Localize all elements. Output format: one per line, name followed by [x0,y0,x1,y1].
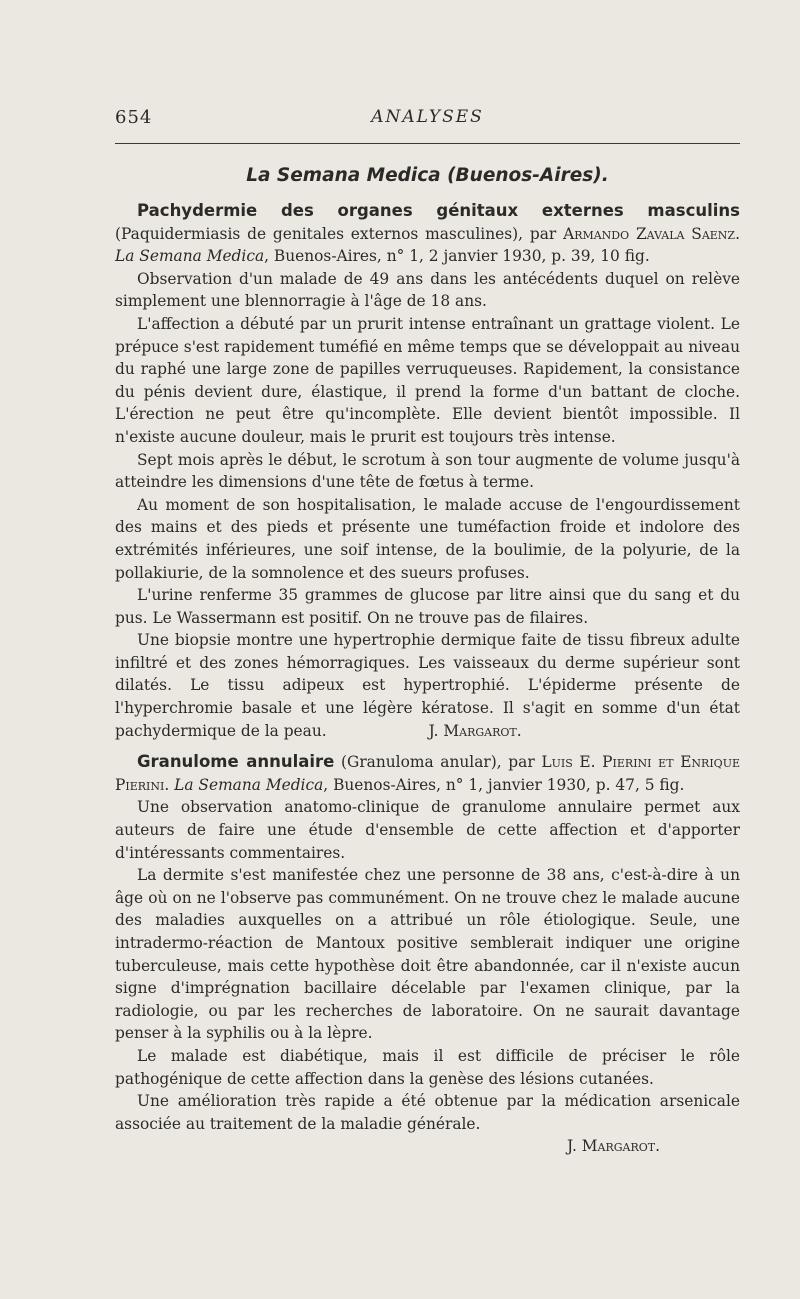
article2-ref-mid: . [164,775,175,794]
article1-heading [115,200,740,268]
article1-last-paragraph [115,629,740,742]
article2-heading [115,751,740,796]
article2-ref-pre: (Granuloma anular), par [334,753,542,772]
article-body [115,200,740,1158]
running-head [115,107,740,131]
article1-paragraph: L'urine renferme 35 grammes de glucose par litre ainsi que du sang et du pus. Le Wassermann est positif. On ne trouve pas de filaires. [115,586,740,627]
article1-paragraph: Au moment de son hospitalisation, le malade accuse de l'engourdissement des mains et des pieds et présente une tuméfaction froide et indolore des extrémités inférieures, une soif intense, de la boulimie, de la polyurie, de la pollakiurie, de la somnolence et des sueurs profuses. [115,495,740,582]
article2-ref-author: Luis E. Pierini et Enrique Pierini [115,753,741,794]
article1-ref-journal: La Semana Medica [115,247,265,266]
article1-last-text: Une biopsie montre une hypertrophie dermique faite de tissu fibreux adulte infiltré et des zones hémorragiques. Les vaisseaux du derme supérieur sont dilatés. Le tissu adipeux est hypertrophié. L'épiderme présente de l'hyperchromie basale et une légère kératose. Il s'agit en somme d'un état pachydermique de la peau. [115,631,740,740]
running-title: ANALYSES [371,107,484,127]
page-number: 654 [115,107,153,128]
article1-ref-author: Armando Zavala Saenz [563,224,736,243]
article2-signature: J. Margarot. [566,1137,660,1156]
article-gap [115,742,740,751]
article1-paragraph: Sept mois après le début, le scrotum à son tour augmente de volume jusqu'à atteindre les dimensions d'une tête de fœtus à terme. [115,450,740,492]
article1-ref-pre: (Paquidermiasis de genitales externos masculines), par [115,224,564,243]
article2-ref-journal: La Semana Medica [174,775,324,794]
article1-signature: J. Margarot. [428,721,522,740]
article1-ref-mid: . [735,224,740,243]
article2-paragraph: La dermite s'est manifestée chez une personne de 38 ans, c'est-à-dire à un âge où on ne l'observe pas communément. On ne trouve chez le malade aucune des maladies auxquelles on a attribué un rôle étiologique. Seule, une intradermo-réaction de Mantoux positive semblerait indiquer une origine tuberculeuse, mais cette hypothèse doit être abandonnée, car il n'existe aucun signe d'imprégnation bacillaire décelable par l'examen clinique, par la radiologie, ou par les recherches de laboratoire. On ne saurait davantage penser à la syphilis ou à la lèpre. [115,866,740,1043]
article2-title: Granulome annulaire [137,752,335,772]
article1-ref-post: , Buenos-Aires, n° 1, 2 janvier 1930, p. 39, 10 fig. [264,247,650,266]
article1-paragraph: Observation d'un malade de 49 ans dans les antécédents duquel on relève simplement une blennorragie à l'âge de 18 ans. [115,269,740,311]
article1-title: Pachydermie des organes génitaux externes masculins [137,201,740,220]
article2-ref-post: , Buenos-Aires, n° 1, janvier 1930, p. 47, 5 fig. [323,775,685,794]
journal-title: La Semana Medica (Buenos-Aires). [246,165,609,186]
article2-paragraph: Une observation anatomo-clinique de granulome annulaire permet aux auteurs de faire une étude d'ensemble de cette affection et d'apporter d'intéressants commentaires. [115,798,740,862]
header-rule [115,143,740,144]
article2-paragraph: Le malade est diabétique, mais il est difficile de préciser le rôle pathogénique de cette affection dans la genèse des lésions cutanées. [115,1046,740,1088]
article2-paragraph: Une amélioration très rapide a été obtenue par la médication arsenicale associée au traitement de la maladie générale. [115,1092,740,1133]
article1-paragraph: L'affection a débuté par un prurit intense entraînant un grattage violent. Le prépuce s'est rapidement tuméfié en même temps que se développait au niveau du raphé une large zone de papilles verruqueuses. Rapidement, la consistance du pénis devient dure, élastique, il prend la forme d'un battant de cloche. L'érection ne peut être qu'incomplète. Elle devient bientôt impossible. Il n'existe aucune douleur, mais le prurit est toujours très intense. [115,314,740,446]
